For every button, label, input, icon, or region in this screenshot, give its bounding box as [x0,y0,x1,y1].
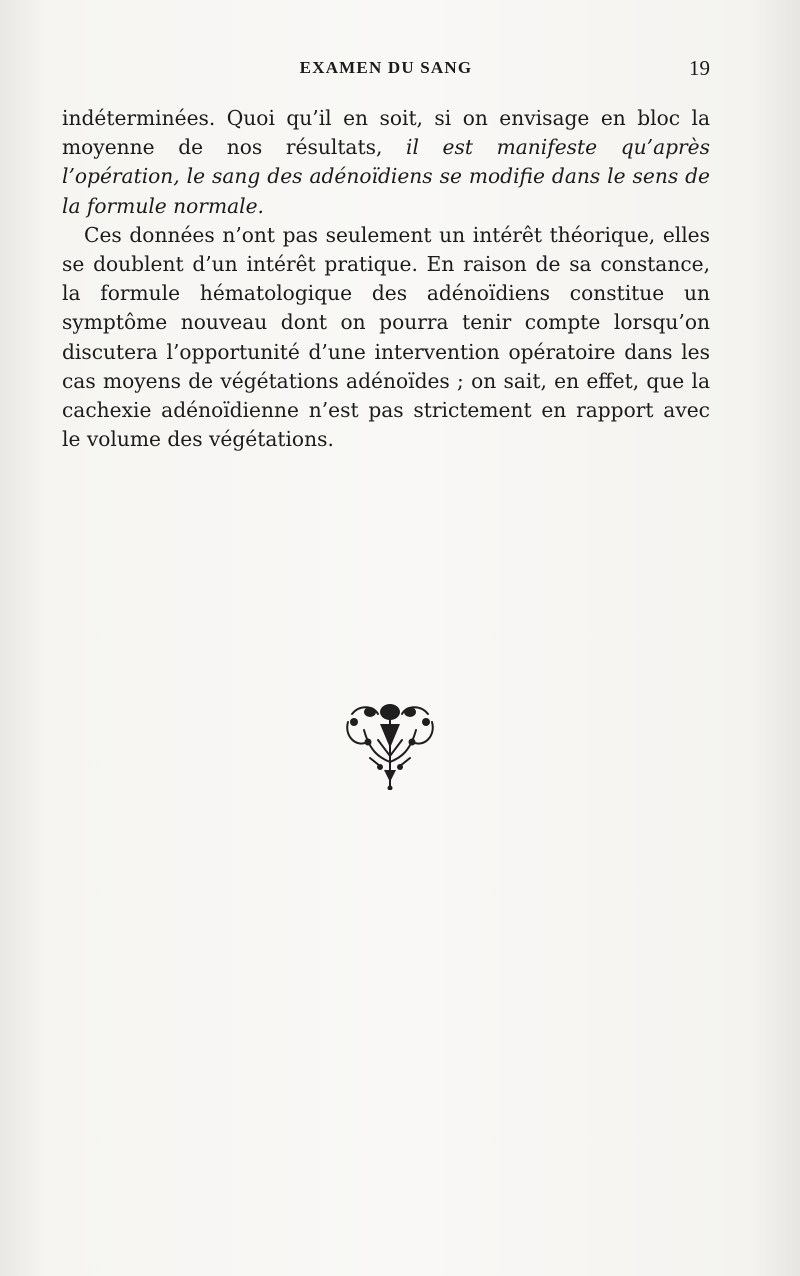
running-title: EXAMEN DU SANG [299,58,473,77]
running-head [62,58,710,88]
paragraph-1-italic: il est manifeste qu’après l’opération, le sang des adénoïdiens se modifie dans le sens de la formule normale. [62,135,710,218]
body-text [62,104,710,454]
page-number: 19 [689,56,710,80]
paragraph-2: Ces données n’ont pas seulement un intérêt théorique, elles se doublent d’un intérêt pratique. En raison de sa constance, la formule hématologique des adénoïdiens constitue un symptôme nouveau dont on pourra tenir compte lorsqu’on discutera l’opportunité d’une intervention opératoire dans les cas moyens de végétations adénoïdes ; on sait, en effet, que la cachexie adénoïdienne n’est pas strictement en rapport avec le volume des végétations. [62,222,710,452]
fleuron-ornament-icon [340,700,440,790]
paragraph-1-normal: indéterminées. Quoi qu’il en soit, si on envisage en bloc la moyenne de nos résultats, [62,106,710,160]
paragraph-1 [62,104,710,221]
